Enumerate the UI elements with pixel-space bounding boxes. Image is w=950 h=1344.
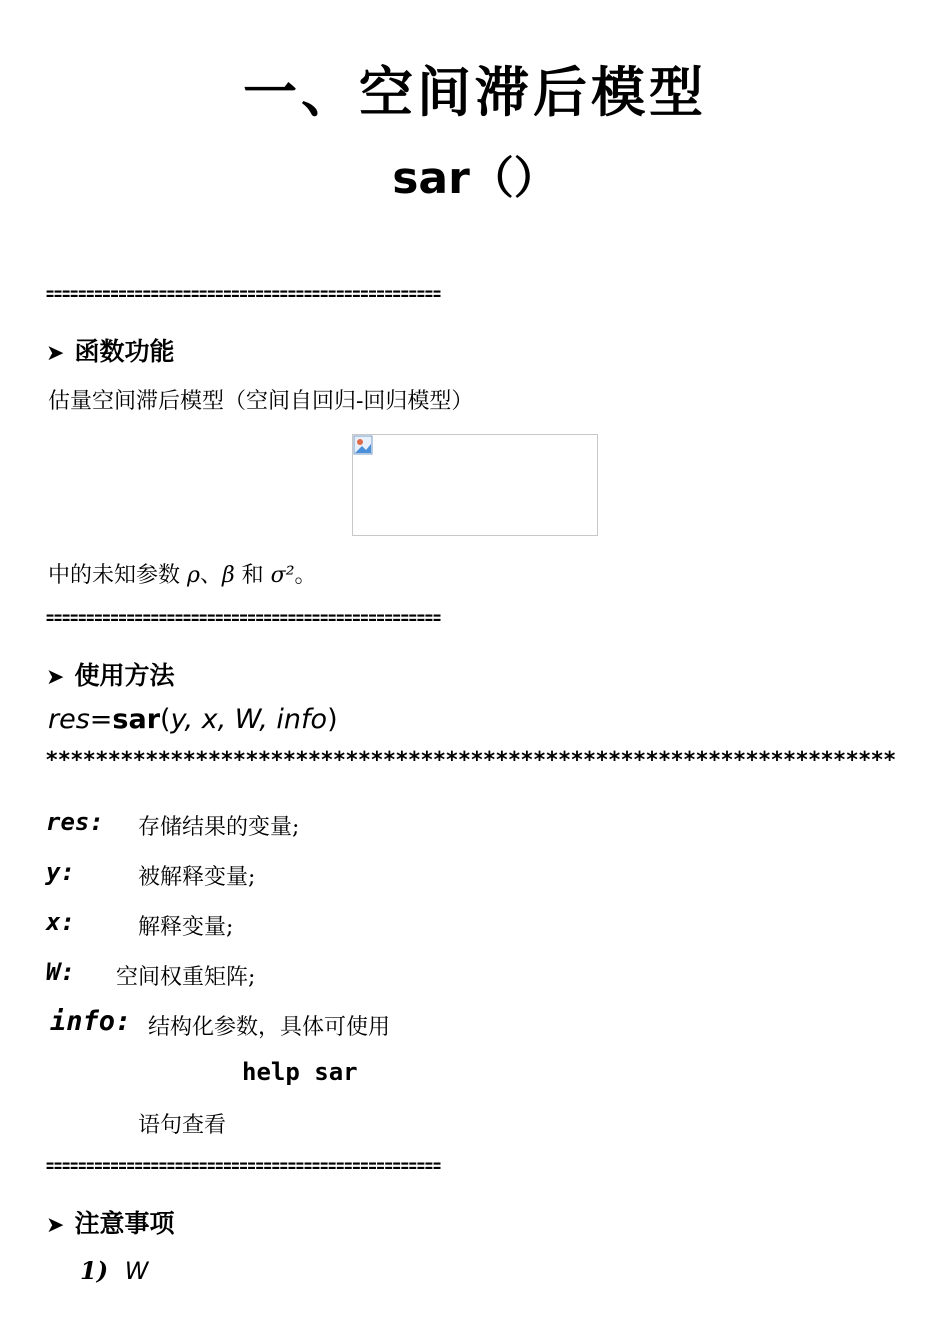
asterisk-divider: ******************************************************************** (46, 748, 897, 773)
param-row (46, 908, 75, 936)
section-heading-function (46, 332, 174, 368)
param-desc: 存储结果的变量; (138, 815, 300, 840)
param-desc: 结构化参数，具体可使用 (148, 1015, 391, 1040)
arrow-bullet-icon: ➤ (46, 341, 65, 366)
section-heading-notes (46, 1204, 174, 1240)
param-desc: 被解释变量; (138, 865, 256, 890)
section-heading-label: 使用方法 (74, 661, 175, 690)
param-row (46, 958, 75, 986)
separator-line: ================================================= (46, 607, 442, 629)
section-heading-label: 注意事项 (74, 1209, 175, 1238)
arrow-bullet-icon: ➤ (46, 1213, 65, 1238)
call-result-var: res (48, 704, 90, 735)
param-desc: 空间权重矩阵; (116, 965, 256, 990)
param-desc: 解释变量; (138, 915, 234, 940)
call-arguments: y, x, W, info (170, 704, 328, 735)
separator-line: ================================================= (46, 1155, 442, 1177)
help-command: help sar (242, 1058, 358, 1086)
call-open-paren: ( (160, 704, 171, 735)
page-subtitle: sar（） (392, 153, 558, 204)
rho-symbol: ρ (187, 563, 200, 588)
enum-comma: 、 (199, 563, 222, 588)
note-item (80, 1256, 149, 1285)
param-name: info: (50, 1006, 132, 1037)
param-name: res: (46, 808, 104, 836)
formula-image-placeholder (352, 434, 598, 536)
param-row (50, 1006, 131, 1037)
help-tail-text: 语句查看 (138, 1113, 227, 1138)
params-prefix: 中的未知参数 (48, 563, 187, 588)
beta-symbol: β (221, 563, 235, 588)
param-row (46, 858, 75, 886)
param-row (46, 808, 104, 836)
param-name: x: (46, 908, 75, 936)
param-name: y: (46, 858, 75, 886)
usage-call (48, 704, 338, 735)
param-name: W: (46, 958, 75, 986)
call-close-paren: ) (327, 704, 338, 735)
note-number: 1) (80, 1256, 109, 1285)
separator-line: ================================================= (46, 283, 442, 305)
section-heading-label: 函数功能 (74, 337, 175, 366)
note-text: W (124, 1257, 149, 1285)
period: 。 (294, 563, 317, 588)
function-params-line (48, 558, 317, 589)
function-description: 估量空间滞后模型（空间自回归-回归模型） (48, 389, 474, 414)
section-heading-usage (46, 656, 174, 692)
call-function-name: sar (112, 704, 161, 735)
and-text: 和 (234, 563, 271, 588)
broken-image-icon (353, 435, 373, 455)
call-equals: = (89, 704, 113, 735)
page-title: 一、空间滞后模型 (243, 61, 707, 124)
sigma-symbol: σ² (270, 563, 295, 588)
arrow-bullet-icon: ➤ (46, 665, 65, 690)
